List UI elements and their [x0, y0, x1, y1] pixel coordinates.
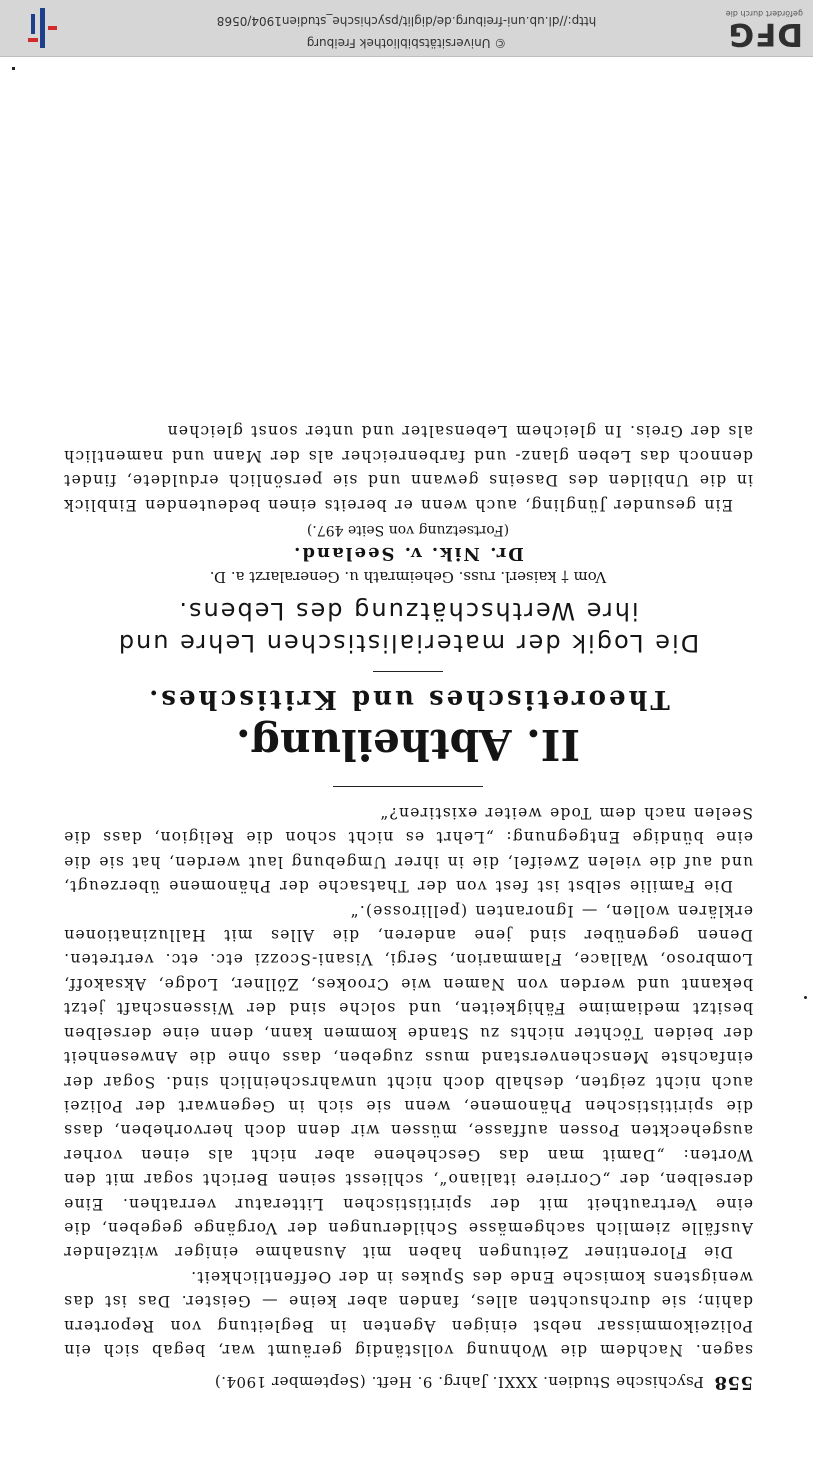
document-page	[63, 419, 753, 1393]
scan-mark	[12, 67, 15, 70]
digitization-banner	[0, 0, 813, 57]
running-title: Psychische Studien. XXXI. Jahrg. 9. Heft. (September 1904.)	[214, 1373, 704, 1391]
margin-dot	[804, 996, 807, 999]
dfg-logo-caption: gefördert durch die	[725, 9, 803, 18]
body-paragraph-2: Die Florentiner Zeitungen haben mit Ausnahme einiger witzelnder Ausfälle ziemlich sachgemässe Schilderungen der Vorgänge gegeben, die eine Vertrautheit mit der spiritistischen Litteratur verrathen. Eine derselben, der „Corriere italiano“, schliesst seinen Bericht sogar mit den Worten: „Damit man das Geschehene aber nicht als einen vorher ausgeheckten Possen auffasse, müssen wir denn doch hervorheben, dass die spiritistischen Phänomene, wenn sie sich in Gegenwart der Polizei auch nicht zeigten, deshalb doch nicht unwahrscheinlich sind. Sogar der einfachste Menschenverstand muss zugeben, dass ohne die Anwesenheit der beiden Töchter nichts zu Stande kommen kann, denn eine derselben besitzt mediamime Fähigkeiten, und solche sind der Wissenschaft jetzt bekannt und werden von Namen wie Crookes, Zöllner, Lodge, Aksakoff, Lombroso, Wallace, Flammarion, Sergi, Visani-Scozzi etc. etc. vertreten. Denen gegenüber sind jene anderen, die Alles mit Halluzinationen erklären wollen, — Ignoranten (pellirosse).“	[63, 901, 753, 1262]
source-url[interactable]: http://dl.ub.uni-freiburg.de/diglit/psychische_studien1904/0568	[216, 14, 597, 28]
article-title: Die Logik der materialistischen Lehre und ihre Werthschätzung des Lebens.	[116, 596, 700, 657]
article-byline: Vom † kaiserl. russ. Geheimrath u. Generalarzt a. D.	[209, 567, 607, 586]
continuation-note: (Fortsetzung von Seite 497.)	[306, 521, 510, 538]
section-divider	[333, 786, 483, 787]
library-credit: © Universitätsbibliothek Freiburg	[306, 36, 507, 50]
page-number: 558	[713, 1372, 753, 1393]
article-paragraph: Ein gesunder Jüngling, auch wenn er bereits einen bedeutenden Einblick in die Unbilden des Daseins gewann und sie persönlich erduldete, findet dennoch das Leben glanz- und farbenreicher als der Mann und namentlich als der Greis. In gleichem Lebensalter und unter sonst gleichen	[63, 422, 753, 514]
body-paragraph-1: sagen. Nachdem die Wohnung vollständig geräumt war, begab sich ein Polizeikommissar nebst einigen Agenten in Begleitung von Reportern dahin; sie durchsuchten alles, fanden aber keine — Geister. Das ist das wenigstens komische Ende des Spukes in der Oeffentlichkeit.	[63, 1267, 753, 1359]
article-author: Dr. Nik. v. Seeland.	[292, 542, 524, 564]
page-header	[63, 1372, 753, 1393]
title-divider	[373, 671, 443, 672]
dfg-logo-text: DFG	[727, 16, 803, 52]
body-paragraph-3: Die Familie selbst ist fest von der Thatsache der Phänomene überzeugt, und auf die vielen Zweifel, die in ihrer Umgebung laut werden, hat sie die eine bündige Entgegnung: „Lehrt es nicht schon die Religion, dass die Seelen nach dem Tode weiter existiren?“	[63, 804, 753, 896]
section-subtitle: Theoretisches und Kritisches.	[146, 683, 670, 714]
university-logo-icon	[21, 6, 65, 50]
section-title: II. Abtheilung.	[235, 719, 581, 769]
